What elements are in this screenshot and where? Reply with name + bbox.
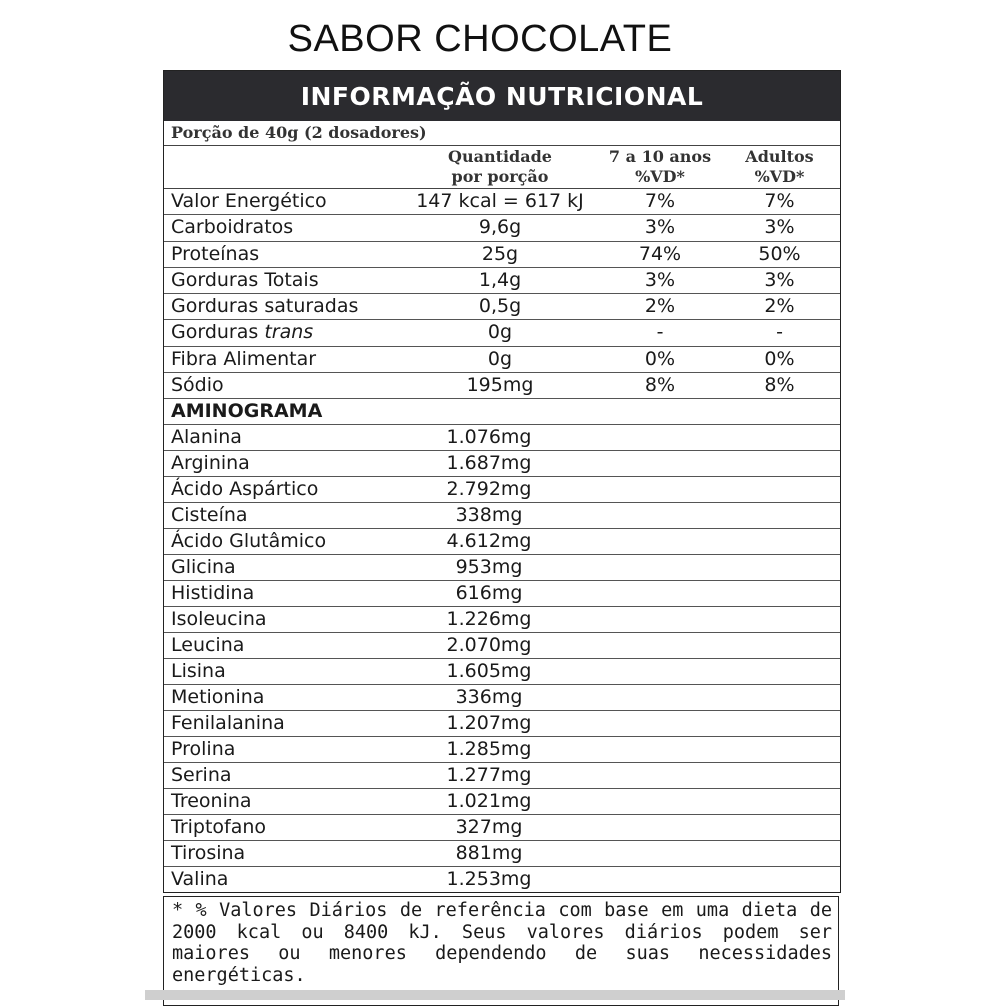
nutrient-name-italic: trans — [264, 321, 314, 344]
nutrient-row — [164, 373, 840, 399]
nutrient-kids-dv: 0% — [644, 347, 676, 370]
serving-size: Porção de 40g (2 dosadores) — [164, 121, 840, 146]
amino-quantity: 1.285mg — [446, 738, 532, 761]
nutrient-adults-dv: 2% — [764, 295, 795, 318]
amino-row — [164, 607, 840, 633]
amino-row — [164, 659, 840, 685]
nutrient-rows — [164, 189, 840, 399]
amino-name: Tirosina — [171, 842, 246, 865]
amino-quantity: 1.207mg — [446, 712, 532, 735]
quantity-column-header — [399, 146, 601, 188]
name-column-header — [164, 146, 399, 188]
amino-quantity: 1.226mg — [446, 608, 532, 631]
nutrient-name — [164, 320, 399, 345]
amino-quantity: 2.070mg — [446, 634, 532, 657]
amino-quantity: 1.021mg — [446, 790, 532, 813]
nutrition-facts-table — [163, 70, 841, 893]
nutrient-quantity: 147 kcal = 617 kJ — [416, 190, 584, 212]
nutrient-quantity: 9,6g — [478, 216, 522, 239]
amino-quantity: 338mg — [455, 504, 523, 527]
amino-row — [164, 763, 840, 789]
amino-quantity: 881mg — [455, 842, 523, 865]
amino-quantity: 2.792mg — [446, 478, 532, 501]
nutrient-quantity: 25g — [481, 242, 519, 265]
nutrient-row — [164, 189, 840, 215]
nutrient-adults-dv: 8% — [764, 374, 795, 397]
nutrient-name: Proteínas — [171, 242, 260, 265]
amino-quantity: 4.612mg — [446, 530, 532, 553]
nutrient-adults-dv: 50% — [758, 242, 801, 265]
amino-row — [164, 555, 840, 581]
amino-row — [164, 477, 840, 503]
nutrient-row — [164, 215, 840, 241]
amino-name: Isoleucina — [171, 608, 267, 631]
flavor-title: SABOR CHOCOLATE — [287, 18, 673, 60]
amino-quantity: 1.253mg — [446, 868, 532, 891]
amino-name: Ácido Glutâmico — [171, 530, 327, 553]
amino-name: Lisina — [171, 660, 226, 683]
nutrient-kids-dv: 3% — [644, 268, 676, 291]
nutrient-quantity: 1,4g — [478, 268, 522, 291]
amino-row — [164, 867, 840, 892]
nutrient-quantity: 0,5g — [478, 295, 522, 318]
nutrient-row — [164, 347, 840, 373]
nutrient-kids-dv: 2% — [644, 295, 676, 318]
amino-row — [164, 529, 840, 555]
amino-quantity: 953mg — [455, 556, 523, 579]
amino-name: Prolina — [171, 738, 236, 761]
amino-name: Arginina — [171, 452, 250, 475]
nutrient-row — [164, 268, 840, 294]
amino-quantity: 1.277mg — [446, 764, 532, 787]
amino-name: Cisteína — [171, 504, 248, 527]
amino-row — [164, 841, 840, 867]
nutrient-quantity: 0g — [487, 321, 513, 344]
adults-dv-column-header — [719, 146, 840, 188]
kids-header-line1: 7 a 10 anos — [608, 147, 712, 166]
quantity-header-line2: por porção — [451, 167, 549, 186]
nutrient-name-main: Gorduras — [171, 321, 259, 344]
nutrient-name: Gorduras saturadas — [171, 295, 359, 318]
aminogram-rows — [164, 425, 840, 892]
amino-row — [164, 633, 840, 659]
amino-quantity: 1.076mg — [446, 426, 532, 449]
nutrient-adults-dv: 3% — [764, 268, 795, 291]
amino-name: Leucina — [171, 634, 245, 657]
amino-row — [164, 815, 840, 841]
amino-row — [164, 503, 840, 529]
nutrient-kids-dv: 7% — [644, 190, 676, 212]
nutrient-row — [164, 294, 840, 320]
nutrient-adults-dv: 3% — [764, 216, 795, 239]
nutrient-row — [164, 242, 840, 268]
nutrient-adults-dv: 7% — [764, 190, 795, 212]
amino-name: Histidina — [171, 582, 255, 605]
amino-name: Metionina — [171, 686, 265, 709]
nutrient-name: Sódio — [171, 374, 224, 397]
nutrient-kids-dv: 8% — [644, 374, 676, 397]
nutrient-quantity: 195mg — [466, 374, 534, 397]
amino-quantity: 336mg — [455, 686, 523, 709]
aminogram-title: AMINOGRAMA — [164, 399, 840, 425]
kids-dv-column-header — [601, 146, 719, 188]
table-header: INFORMAÇÃO NUTRICIONAL — [164, 71, 840, 121]
nutrient-kids-dv: - — [656, 321, 664, 344]
amino-name: Valina — [171, 868, 229, 891]
adults-header-line2: %VD* — [754, 167, 805, 186]
nutrient-name: Fibra Alimentar — [171, 347, 317, 370]
amino-name: Serina — [171, 764, 232, 787]
amino-row — [164, 711, 840, 737]
amino-row — [164, 789, 840, 815]
nutrient-row — [164, 320, 840, 346]
nutrient-adults-dv: 0% — [764, 347, 795, 370]
quantity-header-line1: Quantidade — [448, 147, 552, 166]
nutrient-adults-dv: - — [776, 321, 783, 344]
kids-header-line2: %VD* — [635, 167, 685, 186]
nutrient-kids-dv: 74% — [638, 242, 682, 265]
amino-row — [164, 737, 840, 763]
amino-quantity: 327mg — [455, 816, 523, 839]
amino-quantity: 1.605mg — [446, 660, 532, 683]
adults-header-line1: Adultos — [745, 147, 814, 166]
bottom-edge-bar — [145, 990, 845, 1000]
amino-name: Ácido Aspártico — [171, 478, 319, 501]
amino-quantity: 1.687mg — [446, 452, 532, 475]
daily-values-footnote: * % Valores Diários de referência com base em uma dieta de 2000 kcal ou 8400 kJ. Seus valores diários podem ser maiores ou menores dependendo de suas necessidades energéticas. — [163, 896, 839, 1006]
amino-name: Triptofano — [171, 816, 267, 839]
nutrient-name: Valor Energético — [171, 190, 327, 212]
column-headers — [164, 146, 840, 189]
amino-name: Glicina — [171, 556, 236, 579]
amino-name: Alanina — [171, 426, 242, 449]
amino-row — [164, 425, 840, 451]
amino-quantity: 616mg — [455, 582, 523, 605]
nutrient-kids-dv: 3% — [644, 216, 676, 239]
amino-name: Fenilalanina — [171, 712, 285, 735]
nutrient-name: Gorduras Totais — [171, 268, 319, 291]
nutrient-name: Carboidratos — [171, 216, 294, 239]
nutrient-quantity: 0g — [487, 347, 513, 370]
amino-row — [164, 685, 840, 711]
amino-row — [164, 451, 840, 477]
amino-name: Treonina — [171, 790, 252, 813]
amino-row — [164, 581, 840, 607]
